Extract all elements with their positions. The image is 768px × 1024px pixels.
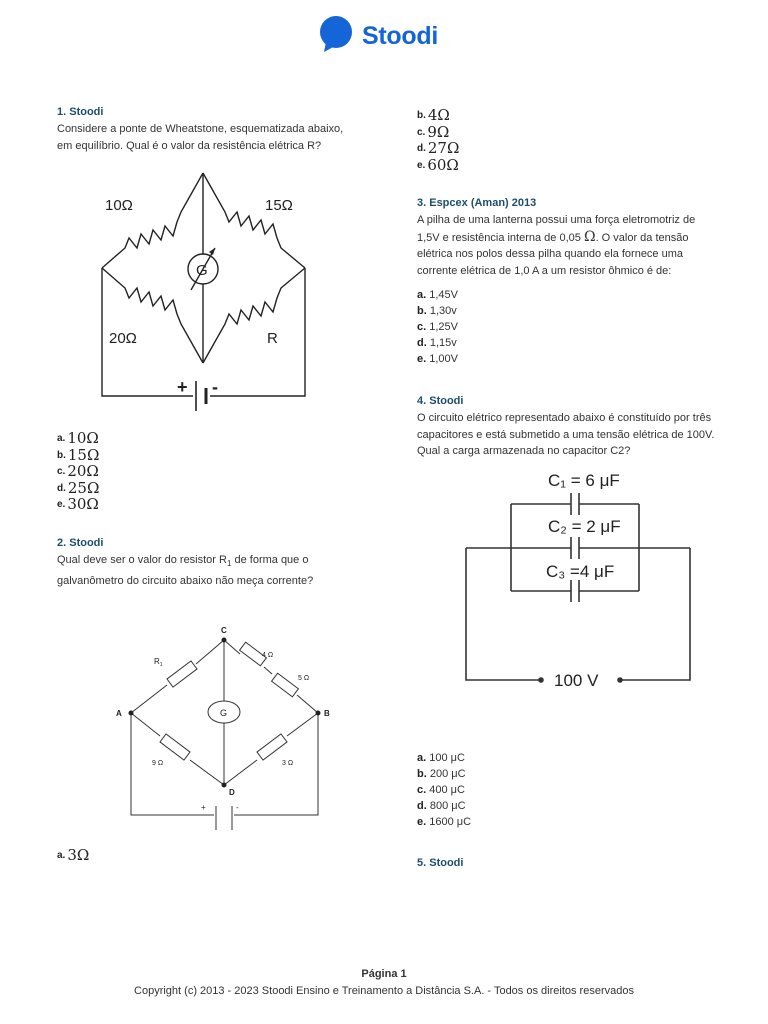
- q1-line: em equilíbrio. Qual é o valor da resistência elétrica R?: [57, 139, 322, 152]
- q4-capacitor-figure: [462, 466, 694, 694]
- q2-options-continued: [417, 107, 459, 173]
- q3-line: 1,5V e resistência interna de 0,05 Ω. O valor da tensão: [417, 228, 689, 245]
- q2-plus-sign: +: [201, 803, 206, 812]
- q2-title: 2. Stoodi: [57, 537, 104, 549]
- q3-title: 3. Espcex (Aman) 2013: [417, 197, 537, 209]
- q1-plus-sign: +: [177, 377, 188, 397]
- q4-option-d[interactable]: d. 800 μC: [417, 800, 466, 812]
- q3-statement: [417, 212, 747, 279]
- q4-option-a[interactable]: a. 100 μC: [417, 752, 465, 764]
- q3-option-b[interactable]: b. 1,30v: [417, 305, 457, 317]
- q3-line: A pilha de uma lanterna possui uma força eletromotriz de: [417, 214, 696, 226]
- q2-node-d: D: [229, 788, 235, 797]
- q1-option-d[interactable]: $^{d.}$ 25Ω: [57, 478, 100, 497]
- q1-r2-label: 15Ω: [265, 197, 293, 214]
- q2-r9ohm-label: 9 Ω: [152, 760, 164, 767]
- q2-statement: [57, 552, 377, 589]
- q1-statement: [57, 121, 377, 154]
- q2-line: Qual deve ser o valor do resistor $R_1$ de forma que o: [57, 554, 309, 569]
- q3-option-d[interactable]: d. 1,15v: [417, 337, 457, 349]
- q3-option-a[interactable]: a. 1,45V: [417, 289, 458, 301]
- q2-r1-label: $R_1$: [154, 657, 163, 668]
- brand-name: Stoodi: [362, 21, 438, 50]
- q2-node-a: A: [116, 709, 122, 718]
- q3-option-e[interactable]: e. 1,00V: [417, 353, 458, 365]
- q1-option-e[interactable]: $^{e.}$ 30Ω: [57, 495, 99, 513]
- q2-option-c[interactable]: $^{c.}$ 9Ω: [417, 122, 450, 141]
- q2-minus-sign: -: [236, 803, 239, 812]
- page-number: Página 1: [361, 968, 407, 980]
- q1-r3-label: 20Ω: [109, 330, 137, 347]
- q1-r4-label: R: [267, 330, 278, 347]
- q4-voltage-label: 100 V: [554, 671, 599, 690]
- q4-c3-label: C₃ =4 μF: [546, 562, 615, 581]
- q2-option-b[interactable]: $^{b.}$ 4Ω: [417, 106, 450, 124]
- q1-wheatstone-figure: [95, 168, 315, 423]
- q4-option-e[interactable]: e. 1600 μC: [417, 816, 472, 828]
- q2-r3ohm-label: 3 Ω: [282, 760, 294, 767]
- q1-line: Considere a ponte de Wheatstone, esquematizada abaixo,: [57, 123, 344, 135]
- q1-r1-label: 10Ω: [105, 197, 133, 214]
- q2-option-a[interactable]: $^{a.}$ 3Ω: [57, 846, 90, 864]
- q2-galvanometer-label: G: [220, 708, 228, 718]
- copyright-notice: Copyright (c) 2013 - 2023 Stoodi Ensino e Treinamento a Distância S.A. - Todos os direitos reservados: [134, 985, 634, 997]
- q1-options: [57, 430, 99, 513]
- q5-title: 5. Stoodi: [417, 857, 464, 869]
- q4-line: O circuito elétrico representado abaixo é constituído por três: [417, 412, 712, 424]
- q4-line: Qual a carga armazenada no capacitor C2?: [417, 445, 631, 457]
- q1-title: 1. Stoodi: [57, 106, 104, 118]
- q2-r5ohm-label: 5 Ω: [298, 675, 310, 682]
- brand-logo: [318, 16, 438, 56]
- q4-option-c[interactable]: c. 400 μC: [417, 784, 465, 796]
- q4-c2-label: C₂ = 2 μF: [548, 517, 621, 536]
- q2-option-e[interactable]: $^{e.}$ 60Ω: [417, 155, 459, 174]
- q4-options: [417, 750, 471, 830]
- q3-line: corrente elétrica de 1,0 A a um resistor ôhmico é de:: [417, 264, 672, 277]
- q3-option-c[interactable]: c. 1,25V: [417, 321, 458, 333]
- q2-option-d[interactable]: $^{d.}$ 27Ω: [417, 139, 460, 157]
- q2-bridge-figure: [112, 622, 332, 842]
- q1-option-a[interactable]: $^{a.}$ 10Ω: [57, 429, 99, 447]
- q2-node-c: C: [221, 626, 227, 635]
- q1-galvanometer-label: G: [196, 262, 208, 279]
- q4-statement: [417, 410, 747, 460]
- q2-line: galvanômetro do circuito abaixo não meça corrente?: [57, 574, 314, 587]
- q1-option-b[interactable]: $^{b.}$ 15Ω: [57, 445, 100, 464]
- q1-option-c[interactable]: $^{c.}$ 20Ω: [57, 462, 99, 480]
- q1-minus-sign: -: [212, 377, 218, 397]
- q4-title: 4. Stoodi: [417, 395, 464, 407]
- q2-r4ohm-label: 4 Ω: [262, 652, 274, 659]
- q4-line: capacitores e está submetido a uma tensão elétrica de 100V.: [417, 428, 715, 441]
- q4-c1-label: C₁ = 6 μF: [548, 471, 620, 490]
- q3-options: [417, 287, 458, 367]
- q2-node-b: B: [324, 709, 330, 718]
- q4-option-b[interactable]: b. 200 μC: [417, 768, 466, 780]
- q3-line: elétrica nos polos dessa pilha quando ela fornece uma: [417, 248, 684, 260]
- stoodi-bubble-icon: [318, 16, 358, 56]
